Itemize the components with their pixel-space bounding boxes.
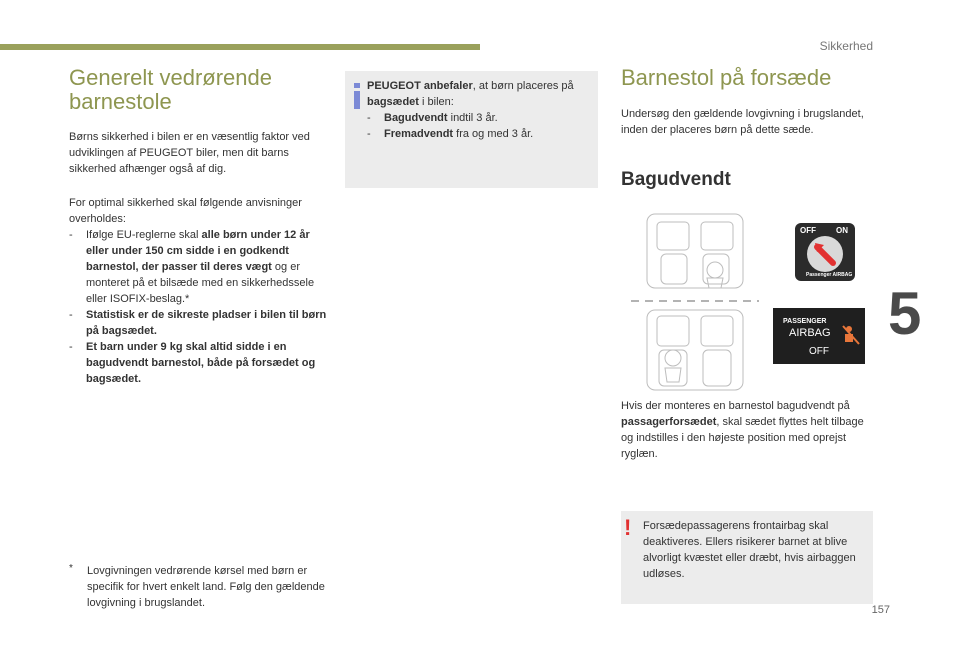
airbag-deactivated-icon [841, 324, 861, 346]
lead-paragraph: For optimal sikkerhed skal følgende anvisninger overholdes: [69, 197, 302, 225]
info-icon [354, 83, 360, 109]
passenger-airbag-label: Passenger AIRBAG [806, 272, 853, 278]
list-item: - Statistisk er de sikreste pladser i bilen til børn på bagsædet. [69, 307, 331, 339]
footnote [69, 563, 331, 611]
passenger-airbag-indicator [773, 308, 865, 364]
header-accent-bar [0, 44, 480, 50]
list-item: - Et barn under 9 kg skal altid sidde i en bagudvendt barnestol, både på forsædet og bagsædet. [69, 339, 331, 387]
section-title: Generelt vedrørende barnestole [69, 65, 272, 114]
on-label: ON [836, 226, 848, 235]
warning-box [621, 511, 873, 604]
list-item: - Fremadvendt fra og med 3 år. [367, 126, 591, 142]
footnote-mark: * [69, 563, 73, 574]
rear-facing-body: Hvis der monteres en barnestol bagudvendt på passagerforsædet, skal sædet flyttes helt tilbage og indstilles i den højeste position med oprejst ryglæn. [621, 400, 864, 460]
airbag-label: AIRBAG [789, 327, 831, 339]
list-item: - Ifølge EU-reglerne skal alle børn under 12 år eller under 150 cm sidde i en godkendt barnestol, der passer til deres vægt og er monteret på et bilsæde med en sikkerhedssele eller ISOFIX-beslag.* [69, 227, 331, 307]
section-label: Sikkerhed [819, 39, 873, 53]
right-column [621, 66, 873, 191]
section-title-front-seat: Barnestol på forsæde [621, 65, 832, 90]
off-label: OFF [800, 226, 816, 235]
off-label-2: OFF [809, 346, 829, 357]
warning-text: Forsædepassagerens frontairbag skal deaktiveres. Ellers risikerer barnet at blive alvorligt kvæstet eller dræbt, hvis airbaggen udløses. [643, 520, 856, 580]
page-number: 157 [871, 604, 890, 616]
warning-icon: ! [624, 515, 632, 540]
intro-paragraph: Børns sikkerhed i bilen er en væsentlig faktor ved udviklingen af PEUGEOT biler, men dit barns sikkerhed afhænger også af dig. [69, 131, 310, 175]
info-paragraph: PEUGEOT anbefaler, at børn placeres på bagsædet i bilen: [367, 80, 574, 108]
info-box [345, 71, 598, 188]
list-item: - Bagudvendt indtil 3 år. [367, 110, 591, 126]
info-list [367, 110, 591, 142]
chapter-number: 5 [888, 280, 922, 347]
car-seat-illustration [631, 212, 759, 392]
left-column [69, 66, 331, 387]
subtitle-rear-facing: Bagudvendt [621, 169, 731, 190]
rules-list [69, 227, 331, 387]
front-seat-intro: Undersøg den gældende lovgivning i brugslandet, inden der placeres børn på dette sæde. [621, 108, 864, 136]
airbag-switch-labels [795, 224, 855, 282]
passenger-label: PASSENGER [783, 318, 827, 325]
footnote-text: Lovgivningen vedrørende kørsel med børn er specifik for hvert enkelt land. Følg den gældende lovgivning i brugslandet. [87, 565, 325, 609]
